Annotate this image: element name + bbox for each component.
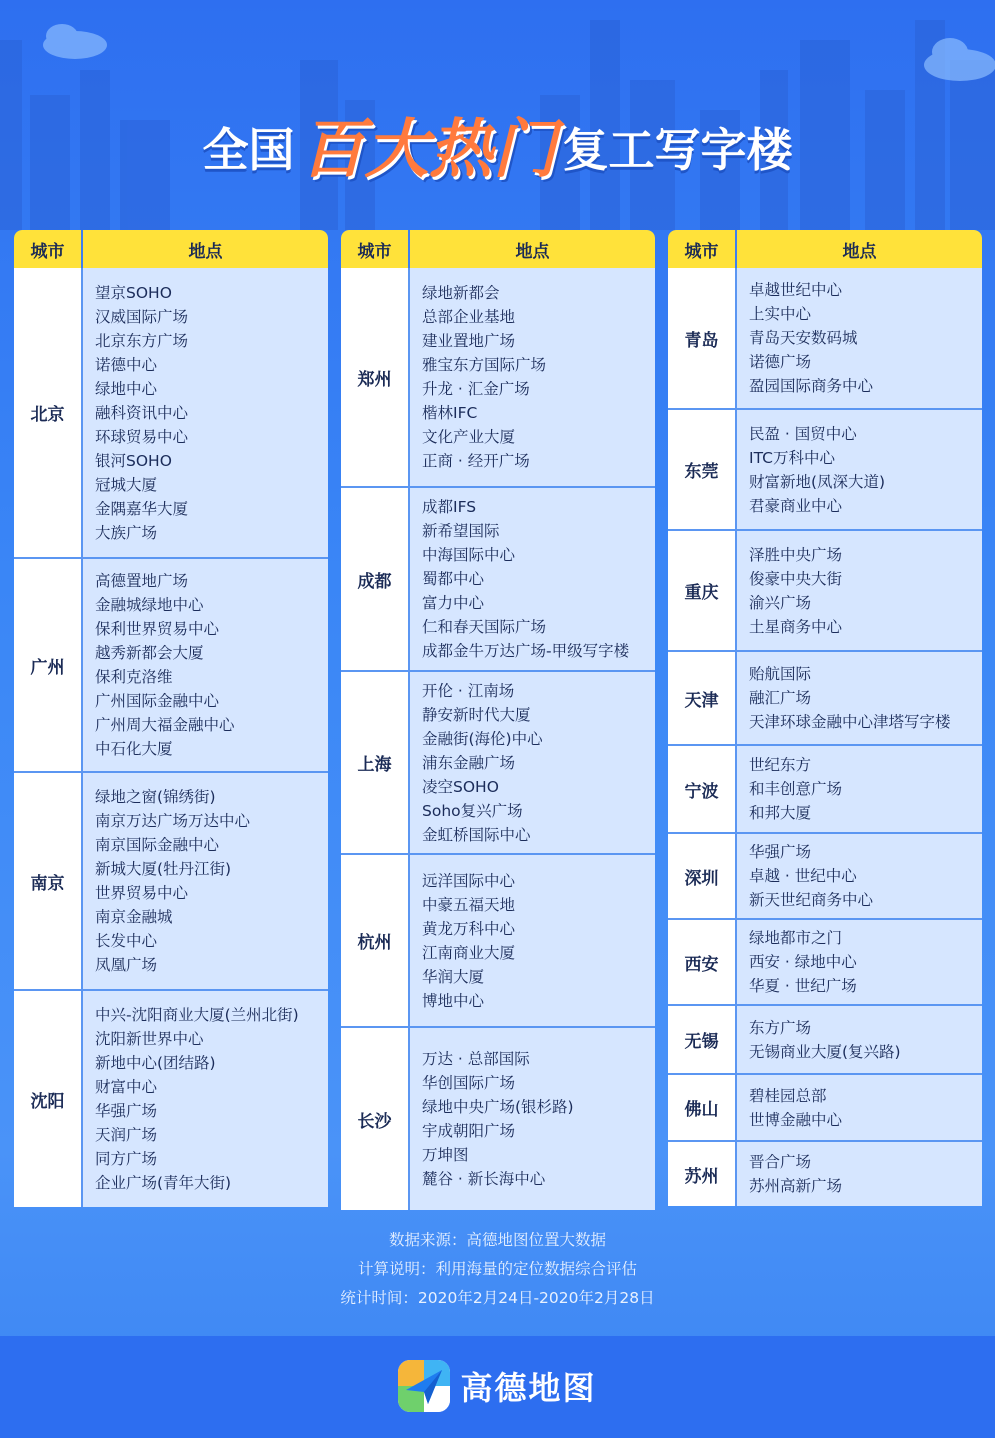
city-name: 西安 xyxy=(668,920,737,1004)
place-item: 冠城大厦 xyxy=(95,475,158,494)
place-item: 金虹桥国际中心 xyxy=(422,825,531,844)
place-item: 无锡商业大厦(复兴路) xyxy=(749,1042,901,1061)
place-item: 卓越 · 世纪中心 xyxy=(749,867,857,885)
place-item: 广州周大福金融中心 xyxy=(95,716,235,734)
place-item: 诺德中心 xyxy=(95,355,158,374)
place-item: 金隅嘉华大厦 xyxy=(95,499,189,518)
city-name: 青岛 xyxy=(668,268,737,408)
place-item: 蜀都中心 xyxy=(422,570,485,588)
city-name: 郑州 xyxy=(341,268,410,486)
place-item: 同方广场 xyxy=(95,1150,158,1168)
place-item: 青岛天安数码城 xyxy=(749,329,858,347)
place-item: 博地中心 xyxy=(422,991,485,1010)
place-item: 华润大厦 xyxy=(422,967,485,986)
place-item: 麓谷 · 新长海中心 xyxy=(422,1170,546,1188)
place-item: 大族广场 xyxy=(95,523,158,542)
place-item: 华夏 · 世纪广场 xyxy=(749,977,857,995)
place-item: 天润广场 xyxy=(95,1126,158,1144)
footer-notes xyxy=(0,1226,995,1313)
place-item: 卓越世纪中心 xyxy=(749,281,843,299)
place-item: 仁和春天国际广场 xyxy=(422,618,547,636)
place-item: 贻航国际 xyxy=(749,665,812,683)
table-row xyxy=(14,771,328,989)
table-row xyxy=(14,268,328,557)
header-place: 地点 xyxy=(515,241,550,262)
place-item: 新天世纪商务中心 xyxy=(749,891,874,909)
place-item: 上实中心 xyxy=(749,305,812,323)
place-item: 财富中心 xyxy=(95,1078,158,1096)
statistics-period: 统计时间：2020年2月24日-2020年2月28日 xyxy=(340,1289,655,1307)
city-name: 南京 xyxy=(14,773,83,989)
city-name: 长沙 xyxy=(341,1028,410,1210)
place-list xyxy=(737,834,982,918)
place-item: 金融街(海伦)中心 xyxy=(422,729,543,748)
header-city: 城市 xyxy=(341,230,410,268)
place-item: 凌空SOHO xyxy=(422,777,499,796)
place-item: 南京万达广场万达中心 xyxy=(95,812,251,830)
amap-logo-icon xyxy=(398,1360,450,1412)
table-row xyxy=(341,853,655,1026)
table-row xyxy=(668,650,982,744)
city-name: 宁波 xyxy=(668,746,737,832)
header-place: 地点 xyxy=(842,241,877,262)
city-name: 杭州 xyxy=(341,855,410,1026)
place-item: 东方广场 xyxy=(749,1018,812,1037)
place-item: 浦东金融广场 xyxy=(422,753,516,772)
place-item: 成都金牛万达广场-甲级写字楼 xyxy=(422,642,630,660)
place-item: 总部企业基地 xyxy=(422,308,516,326)
city-name: 沈阳 xyxy=(14,991,83,1207)
place-item: 和邦大厦 xyxy=(749,804,812,822)
city-name: 重庆 xyxy=(668,531,737,650)
title-part-1: 全国 xyxy=(202,123,295,177)
place-list xyxy=(410,855,655,1026)
place-item: 越秀新都会大厦 xyxy=(95,644,204,662)
table-row xyxy=(668,529,982,650)
place-item: 盈园国际商务中心 xyxy=(749,377,874,395)
calculation-note: 计算说明：利用海量的定位数据综合评估 xyxy=(357,1260,637,1278)
table-row xyxy=(341,268,655,486)
place-item: 土星商务中心 xyxy=(749,617,843,636)
place-item: 广州国际金融中心 xyxy=(95,692,220,710)
table-header xyxy=(341,230,655,268)
table-row xyxy=(341,1026,655,1210)
table-row xyxy=(668,744,982,832)
brand xyxy=(0,1356,995,1416)
place-item: Soho复兴广场 xyxy=(422,801,523,820)
place-item: 沈阳新世界中心 xyxy=(95,1030,204,1048)
page-title xyxy=(0,100,995,190)
place-item: 江南商业大厦 xyxy=(422,943,516,962)
place-item: 天津环球金融中心津塔写字楼 xyxy=(749,713,951,731)
place-list xyxy=(737,920,982,1004)
place-item: 绿地都市之门 xyxy=(749,929,843,947)
header-city: 城市 xyxy=(668,230,737,268)
place-item: 北京东方广场 xyxy=(95,331,189,350)
place-item: 绿地中央广场(银杉路) xyxy=(422,1098,574,1116)
place-item: 绿地中心 xyxy=(95,379,158,398)
place-item: 新城大厦(牡丹江街) xyxy=(95,860,232,878)
table-row xyxy=(668,832,982,918)
place-list xyxy=(83,268,328,557)
table-row xyxy=(668,408,982,529)
table-header xyxy=(14,230,328,268)
place-item: 企业广场(青年大街) xyxy=(95,1174,232,1192)
place-list xyxy=(737,268,982,408)
place-item: 南京国际金融中心 xyxy=(95,836,220,854)
place-item: 苏州高新广场 xyxy=(749,1177,843,1195)
place-item: 富力中心 xyxy=(422,594,485,612)
place-item: ITC万科中心 xyxy=(749,448,835,467)
place-item: 凤凰广场 xyxy=(95,956,158,974)
place-item: 世博金融中心 xyxy=(749,1110,843,1129)
place-item: 财富新地(凤深大道) xyxy=(749,472,886,491)
place-item: 雅宝东方国际广场 xyxy=(422,356,547,374)
place-item: 升龙 · 汇金广场 xyxy=(422,380,530,398)
city-name: 广州 xyxy=(14,559,83,771)
table-header xyxy=(668,230,982,268)
place-item: 诺德广场 xyxy=(749,353,812,371)
place-item: 中兴-沈阳商业大厦(兰州北街) xyxy=(95,1006,299,1024)
place-list xyxy=(83,559,328,771)
table-row xyxy=(668,1073,982,1140)
place-list xyxy=(737,1075,982,1140)
place-item: 新希望国际 xyxy=(422,522,500,540)
place-item: 楷林IFC xyxy=(422,404,478,422)
place-item: 融科资讯中心 xyxy=(95,403,189,422)
city-name: 天津 xyxy=(668,652,737,744)
place-list xyxy=(83,773,328,989)
place-list xyxy=(410,488,655,670)
office-table-middle xyxy=(341,230,655,1210)
city-name: 无锡 xyxy=(668,1006,737,1073)
place-item: 和丰创意广场 xyxy=(749,780,843,798)
place-item: 君豪商业中心 xyxy=(749,496,843,515)
place-item: 静安新时代大厦 xyxy=(422,705,531,724)
place-item: 俊豪中央大街 xyxy=(749,569,843,588)
header-place: 地点 xyxy=(188,241,223,262)
place-list xyxy=(737,746,982,832)
place-item: 望京SOHO xyxy=(95,283,172,302)
table-row xyxy=(668,1004,982,1073)
city-name: 北京 xyxy=(14,268,83,557)
place-item: 远洋国际中心 xyxy=(422,871,516,890)
place-list xyxy=(83,991,328,1207)
place-item: 融汇广场 xyxy=(749,689,812,707)
place-item: 金融城绿地中心 xyxy=(95,596,204,614)
title-part-3: 复工写字楼 xyxy=(562,123,793,177)
place-list xyxy=(737,652,982,744)
place-item: 黄龙万科中心 xyxy=(422,919,516,938)
place-item: 万坤图 xyxy=(422,1146,469,1164)
place-item: 文化产业大厦 xyxy=(422,428,516,446)
place-item: 环球贸易中心 xyxy=(95,427,189,446)
data-source: 数据来源：高德地图位置大数据 xyxy=(388,1231,606,1249)
place-item: 西安 · 绿地中心 xyxy=(749,953,857,971)
place-item: 万达 · 总部国际 xyxy=(422,1050,530,1068)
place-item: 开伦 · 江南场 xyxy=(422,681,515,700)
table-row xyxy=(668,918,982,1004)
table-row xyxy=(341,486,655,670)
place-item: 碧桂园总部 xyxy=(749,1086,827,1105)
place-list xyxy=(737,410,982,529)
city-name: 苏州 xyxy=(668,1142,737,1206)
place-item: 民盈 · 国贸中心 xyxy=(749,424,857,443)
place-item: 绿地之窗(锦绣街) xyxy=(95,788,216,806)
city-name: 东莞 xyxy=(668,410,737,529)
place-item: 世界贸易中心 xyxy=(95,884,189,902)
place-list xyxy=(737,1142,982,1206)
office-table-left xyxy=(14,230,328,1207)
place-item: 汉威国际广场 xyxy=(95,307,189,326)
place-item: 泽胜中央广场 xyxy=(749,545,843,564)
city-name: 佛山 xyxy=(668,1075,737,1140)
title-highlight: 百大热门 xyxy=(300,113,557,187)
place-item: 绿地新都会 xyxy=(422,284,500,302)
place-item: 保利克洛维 xyxy=(95,668,173,686)
table-row xyxy=(14,989,328,1207)
place-item: 高德置地广场 xyxy=(95,572,189,590)
place-item: 中豪五福天地 xyxy=(422,895,516,914)
place-item: 华强广场 xyxy=(749,843,812,861)
table-row xyxy=(668,1140,982,1206)
table-row xyxy=(668,268,982,408)
place-list xyxy=(737,1006,982,1073)
place-item: 银河SOHO xyxy=(95,451,172,470)
place-list xyxy=(410,672,655,853)
place-item: 正商 · 经开广场 xyxy=(422,452,530,470)
place-list xyxy=(737,531,982,650)
place-list xyxy=(410,1028,655,1210)
place-item: 晋合广场 xyxy=(749,1153,812,1171)
place-item: 成都IFS xyxy=(422,498,477,516)
city-name: 深圳 xyxy=(668,834,737,918)
header-city: 城市 xyxy=(14,230,83,268)
city-name: 成都 xyxy=(341,488,410,670)
place-item: 世纪东方 xyxy=(749,756,812,774)
place-list xyxy=(410,268,655,486)
place-item: 南京金融城 xyxy=(95,908,173,926)
place-item: 中石化大厦 xyxy=(95,740,173,758)
city-name: 上海 xyxy=(341,672,410,853)
place-item: 新地中心(团结路) xyxy=(95,1054,216,1072)
table-row xyxy=(14,557,328,771)
place-item: 华创国际广场 xyxy=(422,1074,516,1092)
place-item: 中海国际中心 xyxy=(422,546,516,564)
place-item: 华强广场 xyxy=(95,1102,158,1120)
brand-name: 高德地图 xyxy=(460,1369,597,1407)
place-item: 渝兴广场 xyxy=(749,593,812,612)
office-table-right xyxy=(668,230,982,1206)
place-item: 保利世界贸易中心 xyxy=(95,620,220,638)
place-item: 建业置地广场 xyxy=(422,332,516,350)
place-item: 宇成朝阳广场 xyxy=(422,1122,516,1140)
place-item: 长发中心 xyxy=(95,932,158,950)
table-row xyxy=(341,670,655,853)
